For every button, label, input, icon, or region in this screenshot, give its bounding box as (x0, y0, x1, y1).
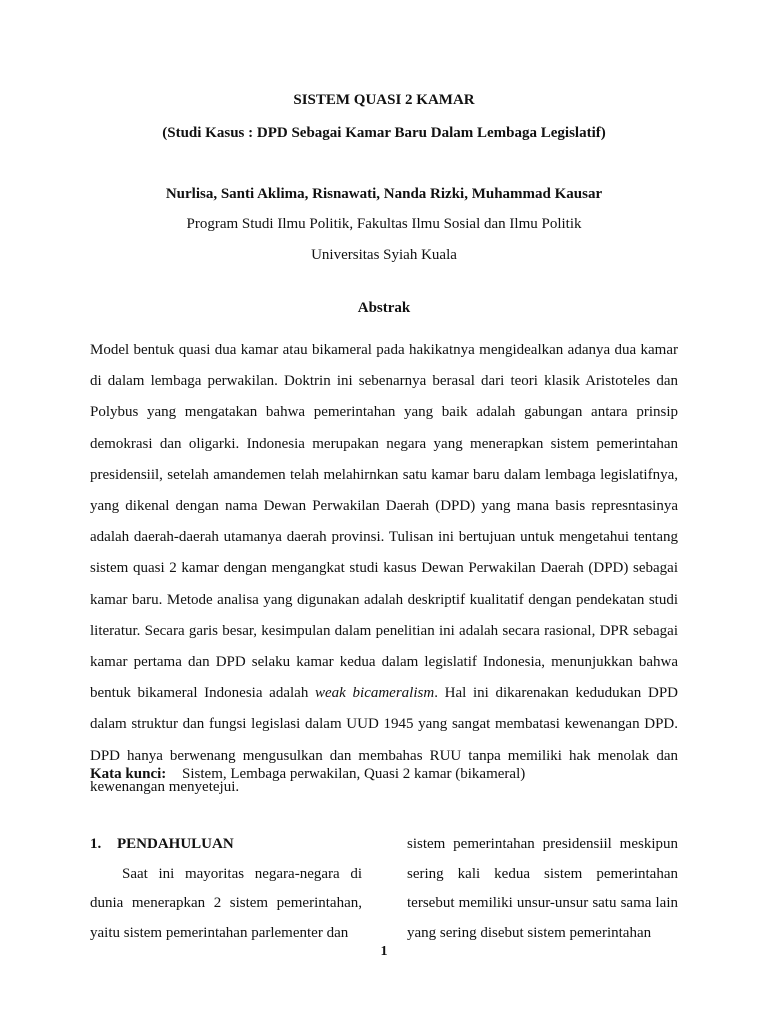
right-column (407, 830, 678, 948)
section-heading (90, 830, 362, 860)
affiliation-university: Universitas Syiah Kuala (311, 247, 457, 263)
keywords-label: Kata kunci: (90, 766, 167, 782)
abstract-heading: Abstrak (357, 300, 411, 316)
paper-subtitle: (Studi Kasus : DPD Sebagai Kamar Baru Dalam Lembaga Legislatif) (162, 125, 606, 141)
affiliation-program: Program Studi Ilmu Politik, Fakultas Ilmu Sosial dan Ilmu Politik (186, 216, 582, 232)
abstract-body (90, 335, 678, 803)
right-column-paragraph: sistem pemerintahan presidensiil meskipun sering kali kedua sistem pemerintahan tersebut memiliki unsur-unsur satu sama lain yang sering disebut sistem pemerintahan (407, 836, 678, 941)
page-number: 1 (380, 944, 388, 959)
left-column (90, 830, 362, 948)
abstract-text-part-2: . Hal ini dikarenakan kedudukan DPD dalam struktur dan fungsi legislasi dalam UUD 1945 yang sangat membatasi kewenangan DPD. DPD hanya berwenang mengusulkan dan membahas RUU tanpa memiliki hak menolak dan kewenangan menyetejui. (90, 685, 678, 795)
keywords-line (90, 766, 525, 783)
section-title: PENDAHULUAN (117, 836, 234, 852)
abstract-text-part-1: Model bentuk quasi dua kamar atau bikameral pada hakikatnya mengidealkan adanya dua kamar di dalam lembaga perwakilan. Doktrin ini sebenarnya berasal dari teori klasik Aristoteles dan Polybus yang mengatakan bahwa pemerintahan yang baik adalah gabungan antara prinsip demokrasi dan oligarki. Indonesia merupakan negara yang menerapkan sistem pemerintahan presidensiil, setelah amandemen telah melahirnkan satu kamar baru dalam lembaga legislatifnya, yang dikenal dengan nama Dewan Perwakilan Daerah (DPD) yang mana basis represntasinya adalah daerah-daerah utamanya daerah provinsi. Tulisan ini bertujuan untuk mengetahui tentang sistem quasi 2 kamar dengan mengangkat studi kasus Dewan Perwakilan Daerah (DPD) sebagai kamar baru. Metode analisa yang digunakan adalah deskriptif kualitatif dengan pendekatan studi literatur. Secara garis besar, kesimpulan dalam penelitian ini adalah secara rasional, DPR sebagai kamar pertama dan DPD selaku kamar kedua dalam legislatif Indonesia, menunjukkan bahwa bentuk bikameral Indonesia adalah (90, 342, 678, 702)
keywords-text: Sistem, Lembaga perwakilan, Quasi 2 kamar (bikameral) (182, 766, 526, 782)
section-number: 1. (90, 836, 102, 852)
authors-line: Nurlisa, Santi Aklima, Risnawati, Nanda Rizki, Muhammad Kausar (165, 186, 603, 202)
left-column-paragraph: Saat ini mayoritas negara-negara di dunia menerapkan 2 sistem pemerintahan, yaitu sistem pemerintahan parlementer dan (90, 865, 362, 941)
abstract-italic-term: weak bicameralism (315, 685, 435, 702)
paper-title: SISTEM QUASI 2 KAMAR (293, 92, 475, 108)
